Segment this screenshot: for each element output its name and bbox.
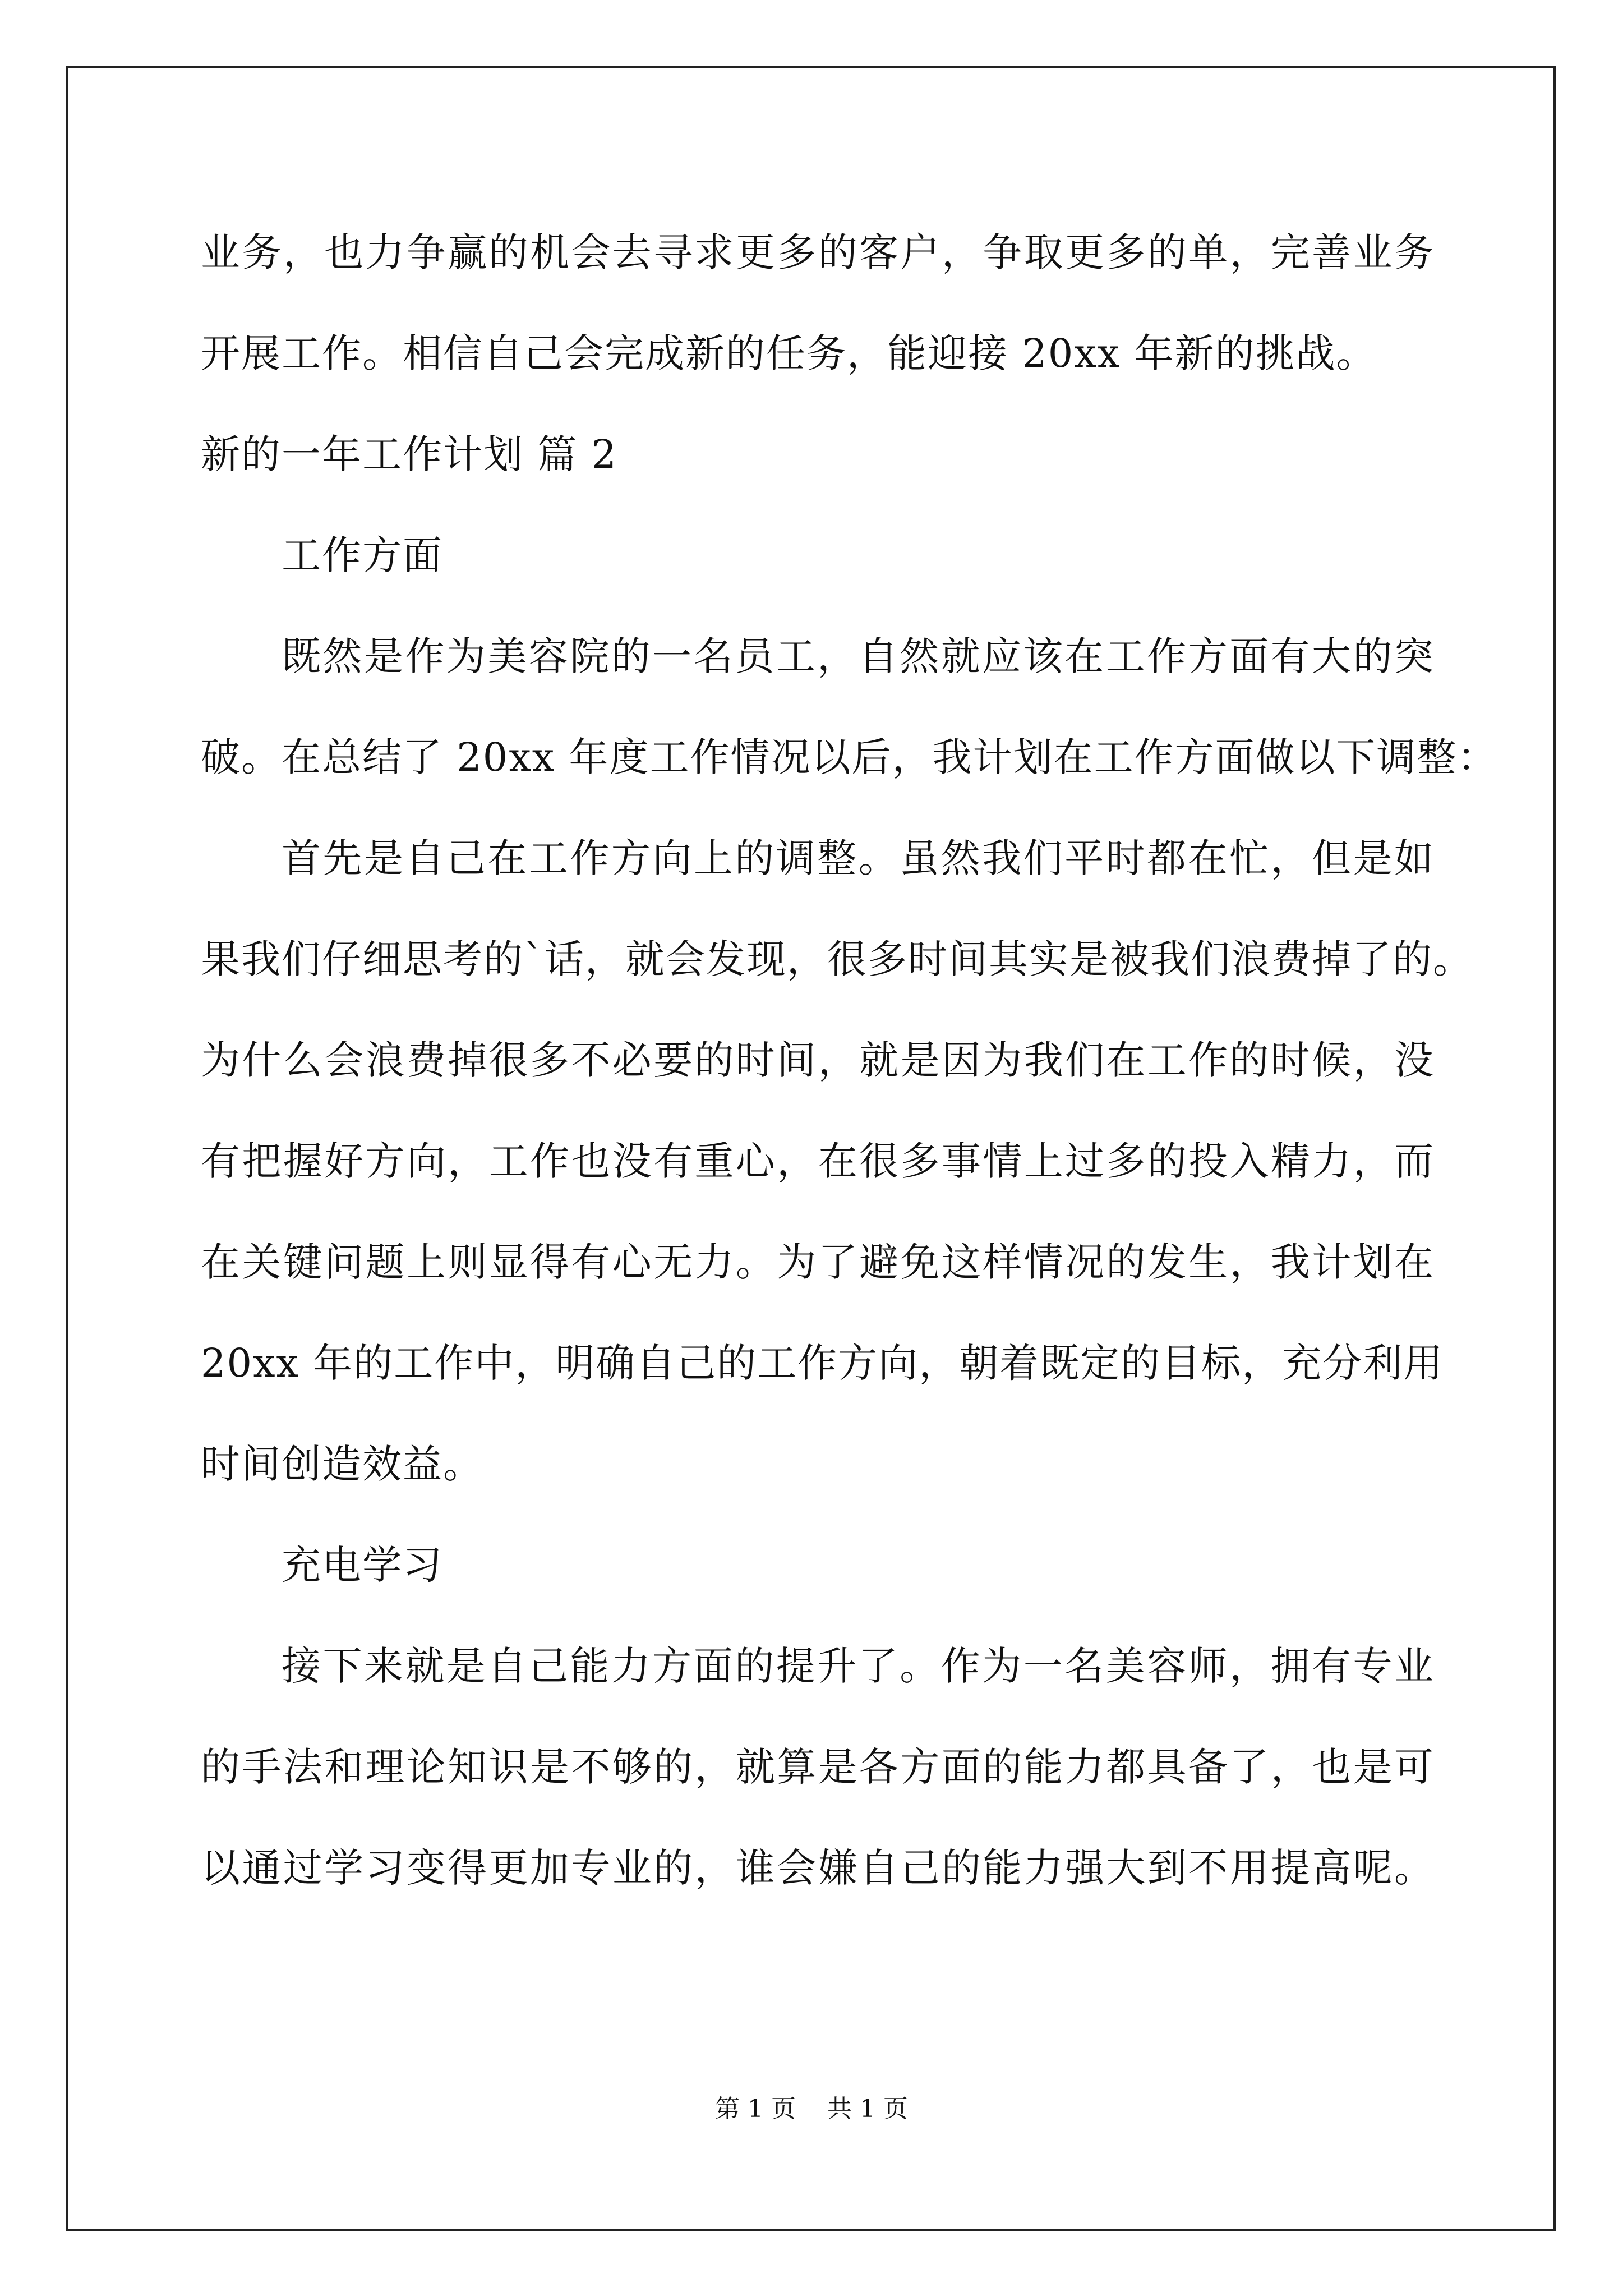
- body-line-8: 果我们仔细思考的`话，就会发现，很多时间其实是被我们浪费掉了的。: [201, 936, 1473, 982]
- body-line-15: 接下来就是自己能力方面的提升了。作为一名美容师，拥有专业: [282, 1643, 1435, 1689]
- page-footer: 第 1 页 共 1 页: [715, 2095, 908, 2123]
- body-line-11: 在关键问题上则显得有心无力。为了避免这样情况的发生，我计划在: [201, 1239, 1435, 1285]
- body-line-5: 既然是作为美容院的一名员工，自然就应该在工作方面有大的突: [282, 633, 1435, 679]
- body-line-13: 时间创造效益。: [201, 1441, 483, 1487]
- body-line-1: 业务，也力争赢的机会去寻求更多的客户，争取更多的单，完善业务: [201, 229, 1435, 275]
- body-line-2: 开展工作。相信自己会完成新的任务，能迎接 20xx 年新的挑战。: [201, 330, 1377, 376]
- body-line-12: 20xx 年的工作中，明确自己的工作方向，朝着既定的目标，充分利用: [201, 1340, 1444, 1386]
- body-line-6: 破。在总结了 20xx 年度工作情况以后，我计划在工作方面做以下调整：: [201, 734, 1498, 780]
- body-line-10: 有把握好方向，工作也没有重心，在很多事情上过多的投入精力，而: [201, 1138, 1435, 1184]
- subheading-study: 充电学习: [282, 1542, 443, 1588]
- body-line-17: 以通过学习变得更加专业的，谁会嫌自己的能力强大到不用提高呢。: [201, 1845, 1435, 1891]
- subheading-work: 工作方面: [282, 532, 443, 578]
- body-line-7: 首先是自己在工作方向上的调整。虽然我们平时都在忙，但是如: [282, 835, 1435, 881]
- section-heading: 新的一年工作计划 篇 2: [201, 431, 618, 477]
- body-line-9: 为什么会浪费掉很多不必要的时间，就是因为我们在工作的时候，没: [201, 1037, 1435, 1083]
- body-line-16: 的手法和理论知识是不够的，就算是各方面的能力都具备了，也是可: [201, 1744, 1435, 1790]
